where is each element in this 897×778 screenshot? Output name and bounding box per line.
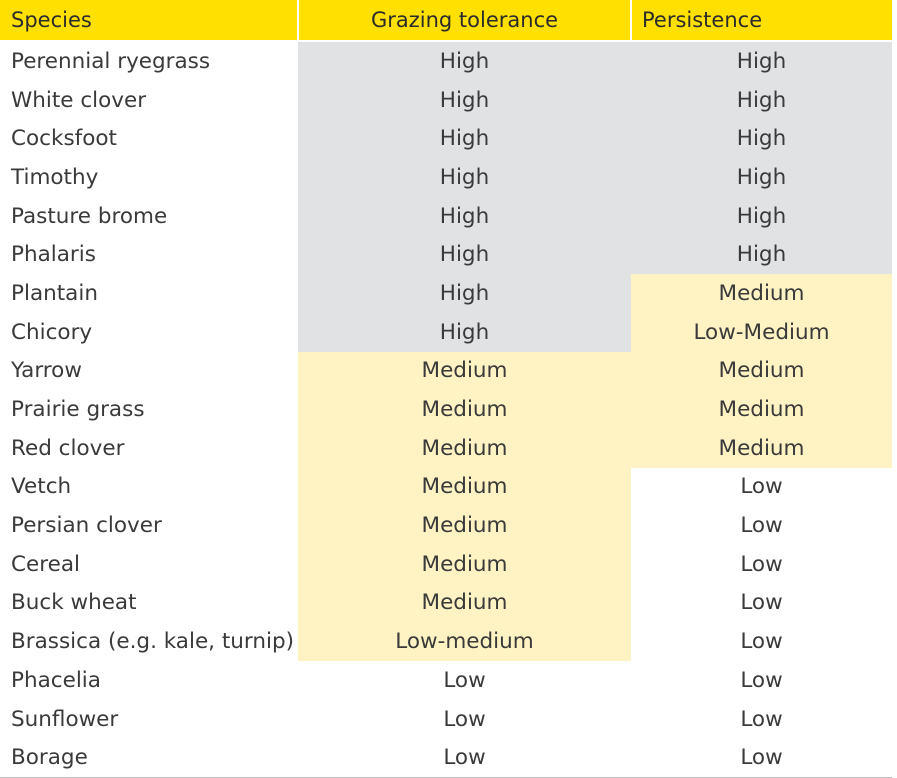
table-row: [0, 738, 892, 777]
persistence-cell: High: [631, 158, 892, 197]
grazing-tolerance-cell: High: [298, 119, 631, 158]
grazing-tolerance-cell: High: [298, 197, 631, 236]
persistence-cell: Low: [631, 584, 892, 623]
species-cell: Buck wheat: [11, 590, 137, 616]
grazing-tolerance-cell: Medium: [298, 584, 631, 623]
persistence-cell: Low-Medium: [631, 313, 892, 352]
persistence-cell: Medium: [631, 352, 892, 391]
table-row: [0, 274, 892, 313]
species-cell: Borage: [0, 738, 298, 777]
grazing-tolerance-cell: Low: [298, 738, 631, 777]
persistence-cell: Medium: [631, 274, 892, 313]
species-cell: White clover: [11, 87, 147, 113]
table-header: [0, 0, 892, 41]
grazing-tolerance-cell: Medium: [298, 390, 631, 429]
persistence-cell: Low: [631, 545, 892, 584]
species-cell: Cereal: [11, 551, 80, 577]
header-species: Species: [0, 0, 298, 41]
table-body: [0, 41, 892, 778]
persistence-cell: Medium: [631, 429, 892, 468]
grazing-tolerance-cell: High: [298, 313, 631, 352]
table-row: [0, 81, 892, 120]
species-cell: Chicory: [11, 319, 93, 345]
table-row: [0, 352, 892, 391]
table-row: [0, 119, 892, 158]
table-row: [0, 197, 892, 236]
species-cell: Brassica (e.g. kale, turnip): [11, 629, 295, 655]
header-grazing-tolerance: Grazing tolerance: [298, 0, 631, 41]
header-row: [0, 0, 892, 41]
persistence-cell: Low: [631, 622, 892, 661]
species-cell: Phacelia: [11, 667, 101, 693]
grazing-tolerance-cell: High: [298, 158, 631, 197]
persistence-cell: High: [631, 197, 892, 236]
persistence-cell: Low: [631, 506, 892, 545]
table-row: [0, 468, 892, 507]
grazing-tolerance-cell: Low: [298, 700, 631, 739]
species-cell: Phalaris: [11, 242, 96, 268]
species-cell: Red clover: [11, 435, 125, 461]
table-row: [0, 584, 892, 623]
table-row: [0, 429, 892, 468]
grazing-tolerance-cell: High: [298, 235, 631, 274]
persistence-cell: High: [631, 119, 892, 158]
grazing-tolerance-cell: Low: [298, 661, 631, 700]
species-cell: Timothy: [11, 164, 99, 190]
table-row: [0, 661, 892, 700]
persistence-cell: High: [631, 81, 892, 120]
persistence-cell: High: [631, 235, 892, 274]
grazing-tolerance-cell: Medium: [298, 429, 631, 468]
persistence-cell: High: [631, 41, 892, 81]
species-cell: Prairie grass: [11, 397, 145, 423]
species-cell: Plantain: [11, 280, 98, 306]
grazing-tolerance-cell: High: [298, 81, 631, 120]
table-row: [0, 390, 892, 429]
grazing-tolerance-cell: Medium: [298, 545, 631, 584]
table-row: [0, 41, 892, 81]
table-row: [0, 313, 892, 352]
grazing-tolerance-cell: High: [298, 274, 631, 313]
species-cell: Yarrow: [11, 358, 82, 384]
persistence-cell: Low: [631, 468, 892, 507]
persistence-cell: Low: [631, 700, 892, 739]
species-cell: Persian clover: [11, 513, 162, 539]
grazing-tolerance-cell: Medium: [298, 352, 631, 391]
species-cell: Vetch: [11, 474, 72, 500]
table-row: [0, 235, 892, 274]
table-row: [0, 622, 892, 661]
grazing-tolerance-cell: High: [298, 41, 631, 81]
species-cell: Pasture brome: [11, 203, 168, 229]
grazing-tolerance-cell: Medium: [298, 506, 631, 545]
table-row: [0, 158, 892, 197]
header-persistence: Persistence: [631, 0, 892, 41]
table-row: [0, 506, 892, 545]
grazing-tolerance-cell: Medium: [298, 468, 631, 507]
table-row: [0, 545, 892, 584]
grazing-tolerance-cell: Low-medium: [298, 622, 631, 661]
persistence-cell: Low: [631, 738, 892, 777]
species-cell: Cocksfoot: [11, 126, 117, 152]
persistence-cell: Low: [631, 661, 892, 700]
persistence-cell: Medium: [631, 390, 892, 429]
table-row: [0, 700, 892, 739]
species-cell: Perennial ryegrass: [11, 48, 211, 74]
species-cell: Sunflower: [11, 706, 119, 732]
